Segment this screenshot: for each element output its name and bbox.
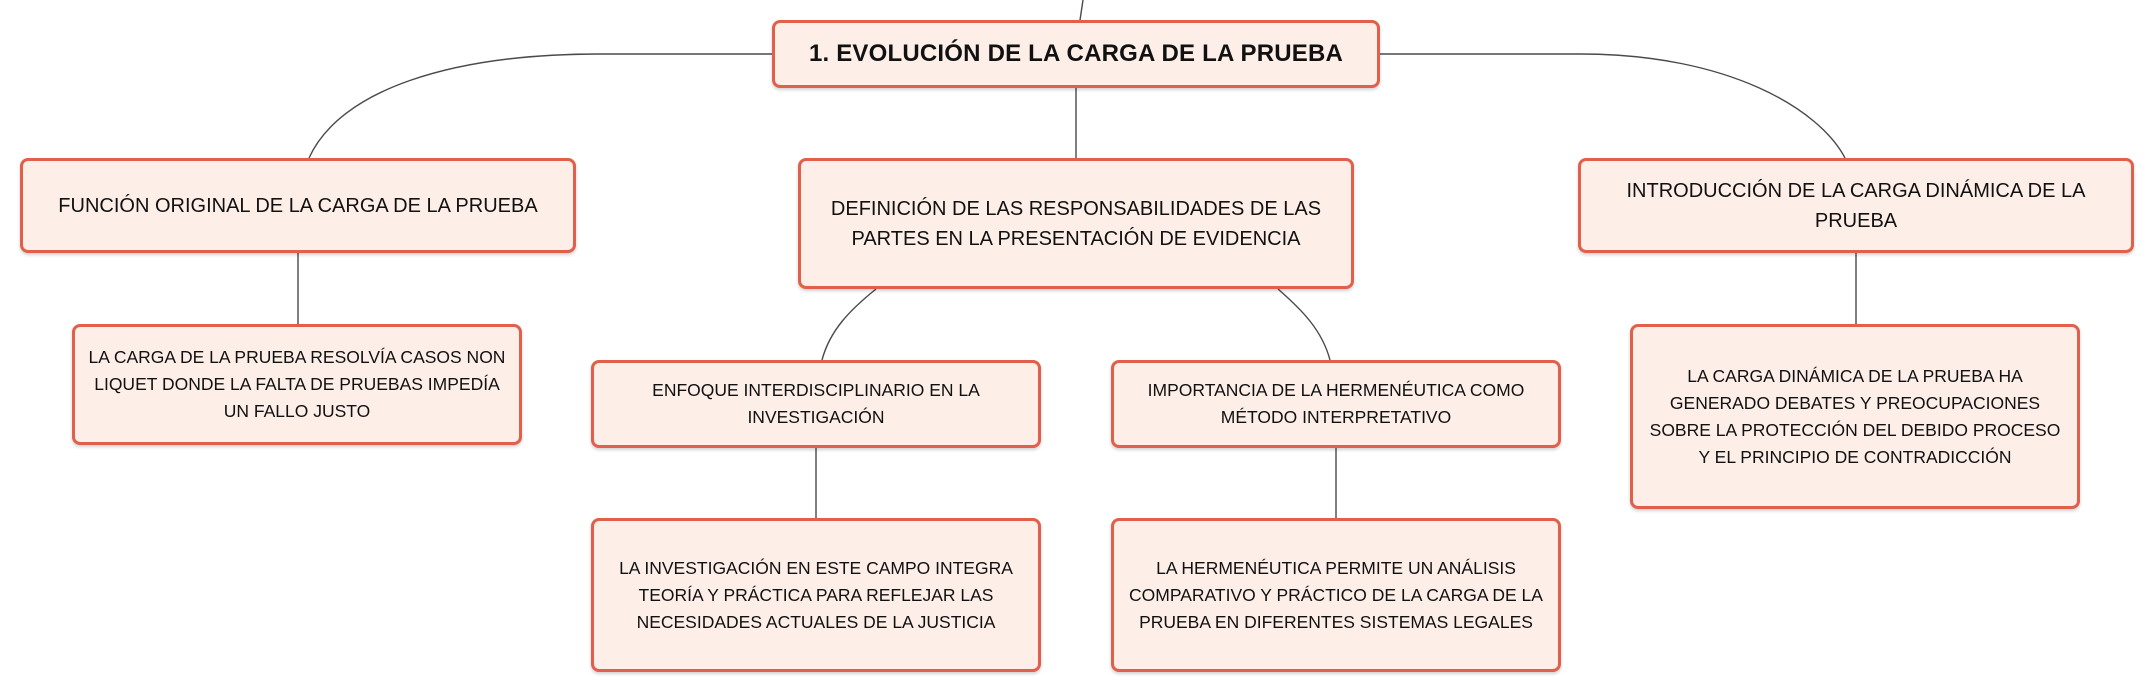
subtopic-enfoque-interdisciplinario-label: ENFOQUE INTERDISCIPLINARIO EN LA INVESTIGACIÓN xyxy=(652,380,980,427)
detail-hermeneutica-label: LA HERMENÉUTICA PERMITE UN ANÁLISIS COMPARATIVO Y PRÁCTICO DE LA CARGA DE LA PRUEBA EN DIFERENTES SISTEMAS LEGALES xyxy=(1129,557,1543,632)
detail-investigacion[interactable] xyxy=(591,518,1041,672)
connector-center-subleft xyxy=(822,289,876,360)
subtopic-hermeneutica-label: IMPORTANCIA DE LA HERMENÉUTICA COMO MÉTODO INTERPRETATIVO xyxy=(1147,380,1525,427)
detail-carga-dinamica-label: LA CARGA DINÁMICA DE LA PRUEBA HA GENERADO DEBATES Y PREOCUPACIONES SOBRE LA PROTECCIÓN DEL DEBIDO PROCESO Y EL PRINCIPIO DE CONTRADICCIÓN xyxy=(1649,365,2061,467)
topic-definicion-responsabilidades[interactable] xyxy=(798,158,1354,289)
topic-funcion-original[interactable] xyxy=(20,158,576,253)
detail-non-liquet[interactable] xyxy=(72,324,522,445)
detail-non-liquet-label: LA CARGA DE LA PRUEBA RESOLVÍA CASOS NON LIQUET DONDE LA FALTA DE PRUEBAS IMPEDÍA UN FALLO JUSTO xyxy=(88,347,506,421)
topic-funcion-original-label: FUNCIÓN ORIGINAL DE LA CARGA DE LA PRUEBA xyxy=(58,194,538,217)
topic-definicion-responsabilidades-label: DEFINICIÓN DE LAS RESPONSABILIDADES DE LAS PARTES EN LA PRESENTACIÓN DE EVIDENCIA xyxy=(830,197,1322,250)
subtopic-hermeneutica[interactable] xyxy=(1111,360,1561,448)
topic-carga-dinamica[interactable] xyxy=(1578,158,2134,253)
connector-center-subright xyxy=(1278,289,1330,360)
root-node[interactable] xyxy=(772,20,1380,88)
subtopic-enfoque-interdisciplinario[interactable] xyxy=(591,360,1041,448)
detail-carga-dinamica[interactable] xyxy=(1630,324,2080,509)
connector-root-top xyxy=(1080,0,1083,20)
detail-investigacion-label: LA INVESTIGACIÓN EN ESTE CAMPO INTEGRA TEORÍA Y PRÁCTICA PARA REFLEJAR LAS NECESIDADES ACTUALES DE LA JUSTICIA xyxy=(619,557,1013,632)
root-node-label: 1. EVOLUCIÓN DE LA CARGA DE LA PRUEBA xyxy=(808,40,1344,67)
connector-root-right xyxy=(1380,54,1845,158)
detail-hermeneutica[interactable] xyxy=(1111,518,1561,672)
topic-carga-dinamica-label: INTRODUCCIÓN DE LA CARGA DINÁMICA DE LA PRUEBA xyxy=(1626,179,2086,232)
connector-root-left xyxy=(309,54,772,158)
